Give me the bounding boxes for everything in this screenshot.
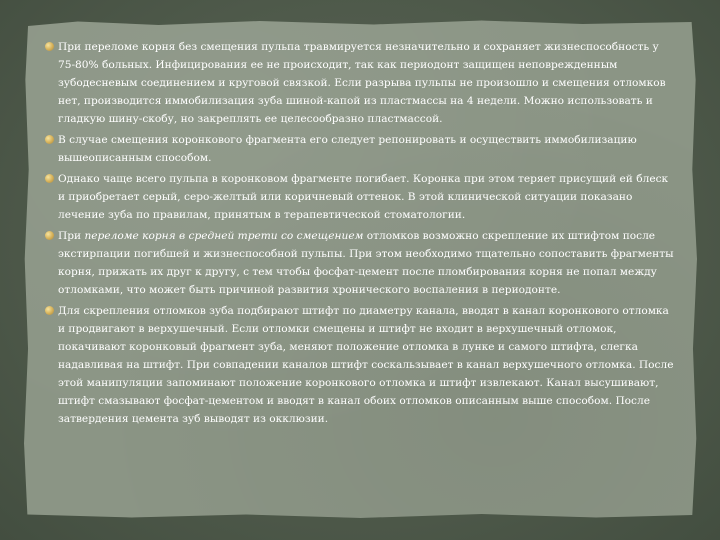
bullet-icon — [45, 231, 54, 240]
paragraph-text: В случае смещения коронкового фрагмента его следует репонировать и осуществить иммобилизацию вышеописанным способом. — [58, 134, 637, 164]
bullet-list — [45, 38, 675, 431]
bullet-icon — [45, 306, 54, 315]
paragraph-text: При переломе корня без смещения пульпа травмируется незначительно и сохраняет жизнеспособность у 75-80% больных. Инфицирования ее не происходит, так как периодонт защищен неповрежденным зубодесневым соединением и круговой связкой. Если разрыва пульпы не произошло и смещения отломков нет, производится иммобилизация зуба шиной-капой из пластмассы на 4 недели. Можно использовать и гладкую шину-скобу, но закреплять ее целесообразно пластмассой. — [58, 41, 666, 125]
paragraph-text-end: отломков возможно скрепление их штифтом после экстирпации погибшей и жизнеспособной пульпы. При этом необходимо тщательно сопоставить фрагменты корня, прижать их друг к другу, с тем чтобы фосфат-цемент после пломбирования корня не попал между отломками, что может быть причиной развития хронического воспаления в периодонте. — [58, 230, 674, 296]
bullet-icon — [45, 174, 54, 183]
bullet-item-3 — [45, 170, 675, 224]
bullet-item-4 — [45, 227, 675, 299]
paragraph-italic-phrase: переломе корня в средней трети со смещением — [84, 230, 364, 242]
bullet-item-2 — [45, 131, 675, 167]
bullet-icon — [45, 135, 54, 144]
paragraph-text: Однако чаще всего пульпа в коронковом фрагменте погибает. Коронка при этом теряет присущий ей блеск и приобретает серый, серо-желтый или коричневый оттенок. В этой клинической ситуации показано лечение зуба по правилам, принятым в терапевтической стоматологии. — [58, 173, 669, 221]
paragraph-text: Для скрепления отломков зуба подбирают штифт по диаметру канала, вводят в канал коронкового отломка и продвигают в верхушечный. Если отломки смещены и штифт не входит в верхушечный отломок, покачивают коронковый фрагмент зуба, меняют положение отломка в лунке и самого штифта, слегка надавливая на штифт. При совпадении каналов штифт соскальзывает в канал верхушечного отломка. После этой манипуляции запоминают положение коронкового отломка и штифт извлекают. Канал высушивают, штифт смазывают фосфат-цементом и вводят в канал обоих отломков описанным выше способом. После затвердения цемента зуб выводят из окклюзии. — [58, 305, 674, 425]
paragraph-text-start: При — [58, 230, 85, 242]
bullet-item-1 — [45, 38, 675, 128]
bullet-item-5 — [45, 302, 675, 428]
bullet-icon — [45, 42, 54, 51]
